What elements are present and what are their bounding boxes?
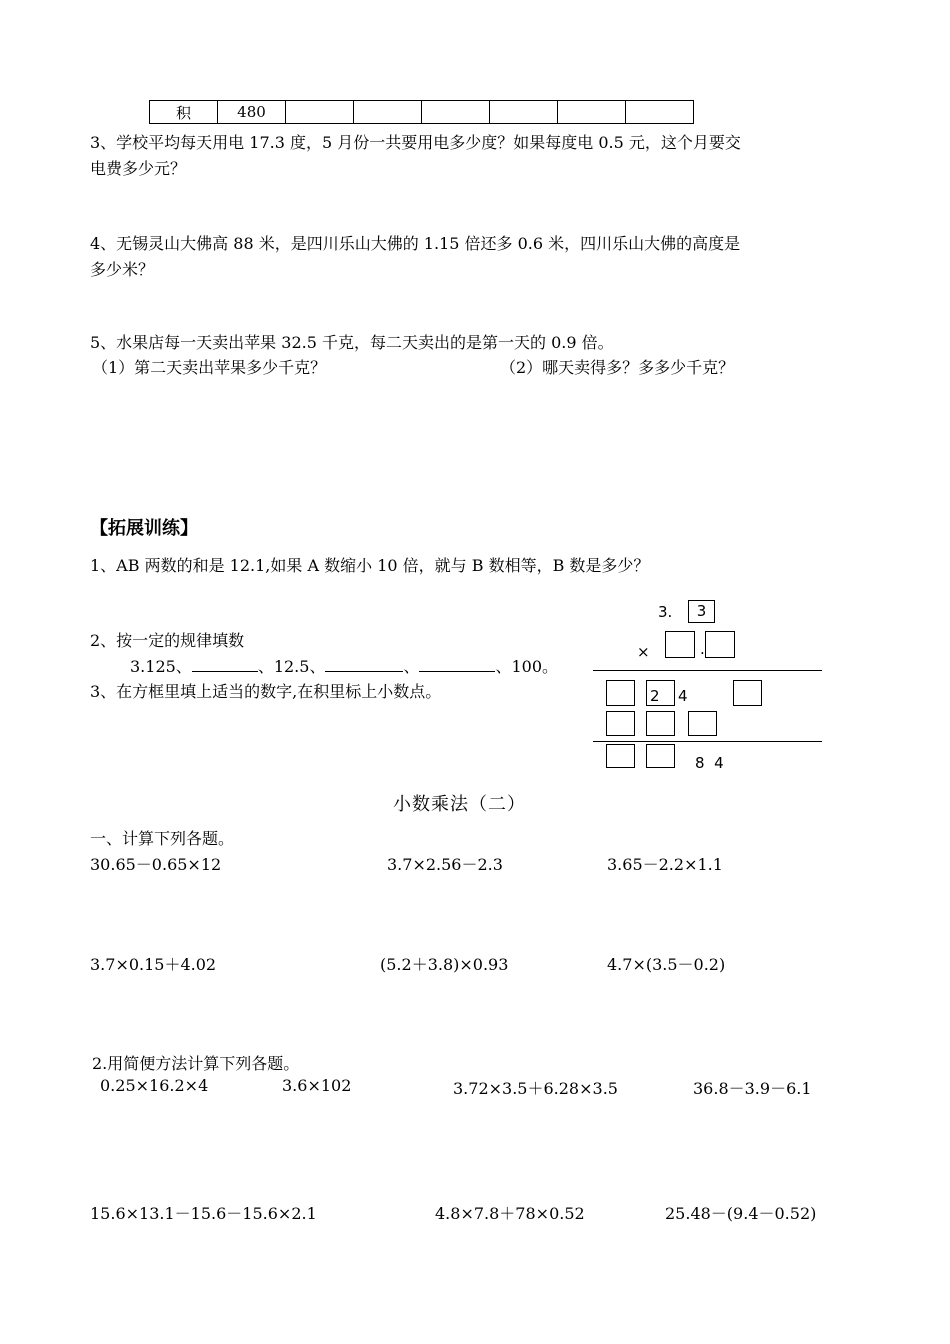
extension-heading: 【拓展训练】 xyxy=(90,518,198,539)
expression: 30.65－0.65×12 xyxy=(90,855,222,874)
expression: 3.6×102 xyxy=(282,1076,352,1095)
problem-5-sub-1: （1）第二天卖出苹果多少千克？ xyxy=(92,358,327,377)
problem-4-line-1: 4、无锡灵山大佛高 88 米，是四川乐山大佛的 1.15 倍还多 0.6 米，四川乐山大佛的高度是 xyxy=(90,234,741,253)
sequence-text: 3.125、 xyxy=(130,657,192,676)
problem-3-line-1: 3、学校平均每天用电 17.3 度，5 月份一共要用电多少度？如果每度电 0.5 元，这个月要交 xyxy=(90,133,741,152)
expression: 4.8×7.8＋78×0.52 xyxy=(435,1204,585,1223)
table-cell: 480 xyxy=(218,101,286,124)
decimal-point: . xyxy=(700,640,705,658)
expression: 36.8－3.9－6.1 xyxy=(693,1079,812,1098)
section-title: 小数乘法（二） xyxy=(393,794,526,815)
times-sign: × xyxy=(637,643,650,661)
expression: 3.72×3.5＋6.28×3.5 xyxy=(453,1079,618,1098)
problem-3-line-2: 电费多少元？ xyxy=(90,159,187,178)
expression: 4.7×(3.5－0.2) xyxy=(607,955,726,974)
puzzle-answer-box[interactable] xyxy=(606,680,635,706)
product-table xyxy=(149,100,694,124)
puzzle-top-prefix: 3. xyxy=(658,603,673,621)
puzzle-answer-box[interactable] xyxy=(606,711,635,736)
table-cell xyxy=(490,101,558,124)
puzzle-answer-box[interactable] xyxy=(665,631,695,658)
table-row xyxy=(150,101,694,124)
puzzle-digit: 4 xyxy=(678,687,688,705)
sequence-text: 、100。 xyxy=(495,657,559,676)
puzzle-answer-box[interactable] xyxy=(705,631,735,658)
problem-5-sub-2: （2）哪天卖得多？多多少千克？ xyxy=(500,358,735,377)
expression: 0.25×16.2×4 xyxy=(100,1076,209,1095)
expression: (5.2＋3.8)×0.93 xyxy=(380,955,509,974)
problem-5-line-1: 5、水果店每一天卖出苹果 32.5 千克，每二天卖出的是第一天的 0.9 倍。 xyxy=(90,333,614,352)
table-cell xyxy=(422,101,490,124)
sequence-blank[interactable] xyxy=(192,657,258,672)
extension-question-1: 1、AB 两数的和是 12.1,如果 A 数缩小 10 倍，就与 B 数相等，B 数是多少？ xyxy=(90,556,650,575)
extension-question-2: 2、按一定的规律填数 xyxy=(90,631,245,650)
part-2-heading: 2.用简便方法计算下列各题。 xyxy=(92,1054,300,1073)
table-cell xyxy=(286,101,354,124)
puzzle-answer-box[interactable] xyxy=(733,680,762,706)
puzzle-digit: 2 xyxy=(650,687,660,705)
puzzle-line xyxy=(593,741,822,742)
expression: 3.7×2.56－2.3 xyxy=(387,855,503,874)
extension-question-3: 3、在方框里填上适当的数字,在积里标上小数点。 xyxy=(90,682,442,701)
sequence-blank[interactable] xyxy=(419,657,495,672)
sequence-blank[interactable] xyxy=(325,657,403,672)
puzzle-top-box[interactable]: 3 xyxy=(688,600,715,623)
expression: 3.7×0.15＋4.02 xyxy=(90,955,217,974)
sequence-text: 、12.5、 xyxy=(257,657,326,676)
expression: 15.6×13.1－15.6－15.6×2.1 xyxy=(90,1204,317,1223)
sequence-text: 、 xyxy=(403,657,420,676)
table-cell xyxy=(354,101,422,124)
expression: 3.65－2.2×1.1 xyxy=(607,855,723,874)
puzzle-result-digits: 8 4 xyxy=(695,754,724,772)
puzzle-answer-box[interactable] xyxy=(688,711,717,736)
expression: 25.48－(9.4－0.52) xyxy=(665,1204,817,1223)
puzzle-answer-box[interactable] xyxy=(606,744,635,768)
number-sequence xyxy=(130,654,558,677)
part-1-heading: 一、计算下列各题。 xyxy=(90,829,235,848)
puzzle-line xyxy=(593,670,822,671)
table-cell xyxy=(626,101,694,124)
row-label: 积 xyxy=(150,101,218,124)
problem-4-line-2: 多少米？ xyxy=(90,260,155,279)
table-cell xyxy=(558,101,626,124)
puzzle-answer-box[interactable] xyxy=(646,711,675,736)
puzzle-answer-box[interactable] xyxy=(646,744,675,768)
